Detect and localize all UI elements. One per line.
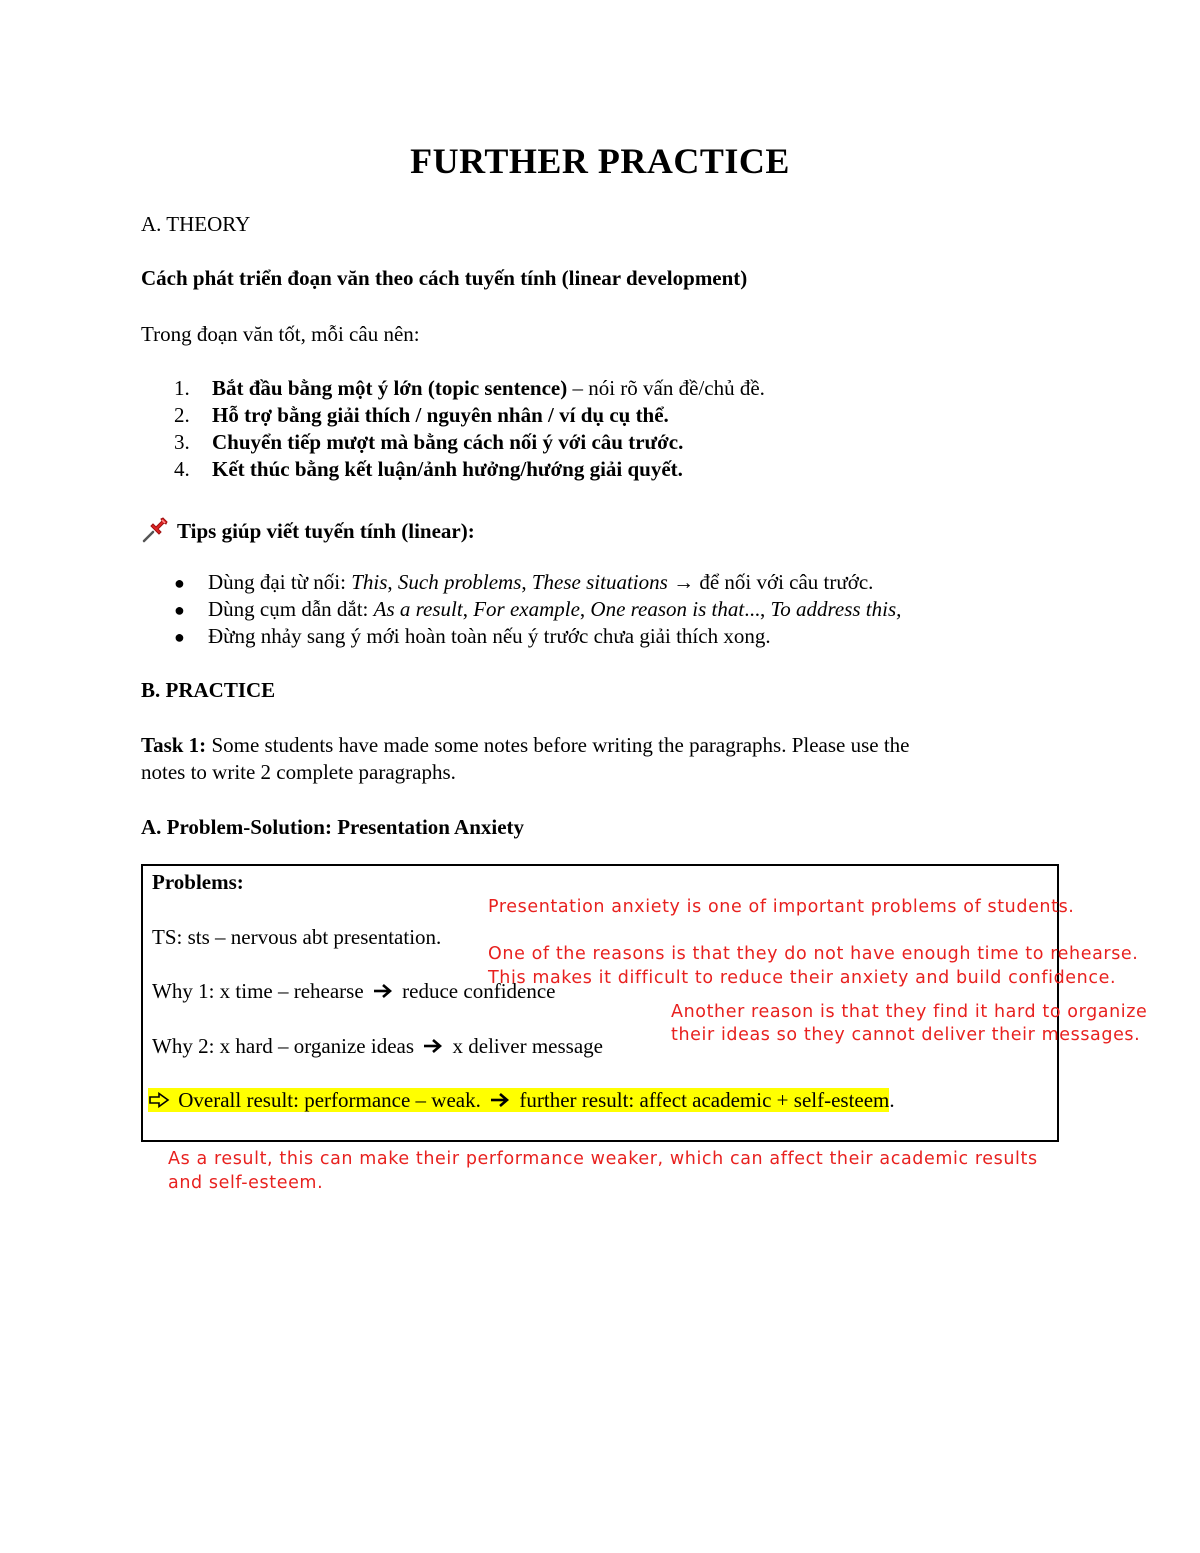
tip-sep: , (579, 597, 591, 621)
answer-result-line2: and self-esteem. (168, 1173, 324, 1193)
tip-italic: To address this, (770, 597, 902, 621)
task-instruction-line2: notes to write 2 complete paragraphs. (141, 760, 456, 784)
practice-heading: B. PRACTICE (141, 678, 276, 702)
bullet-icon: ● (174, 600, 185, 620)
tip-3 (174, 624, 771, 649)
box-why-2 (152, 1034, 603, 1059)
right-arrow-icon (422, 1035, 444, 1051)
step-bold: Chuyển tiếp mượt mà bằng cách nối ý với câu trước. (212, 430, 684, 454)
answer-result-line1: As a result, this can make their performance weaker, which can affect their academic results (168, 1149, 1038, 1169)
task-label: Task 1: (141, 733, 207, 757)
further-result-text: further result: affect academic + self-esteem (514, 1088, 890, 1112)
step-1 (174, 376, 765, 401)
tips-heading (141, 514, 475, 544)
tip-sep: , (387, 570, 398, 594)
tip-italic: One reason is that (590, 597, 745, 621)
why2-result: x deliver message (447, 1034, 603, 1058)
section-heading: A. Problem-Solution: Presentation Anxiety (141, 815, 525, 839)
task-instruction-line1 (141, 733, 910, 758)
task-text: Some students have made some notes before writing the paragraphs. Please use the (206, 733, 910, 757)
tip-italic: As a result (373, 597, 463, 621)
right-arrow-icon (489, 1089, 511, 1105)
box-label: Problems: (152, 870, 244, 894)
tip-text: Dùng đại từ nối: (208, 570, 352, 594)
bullet-icon: ● (174, 573, 185, 593)
step-3 (174, 430, 683, 455)
theory-heading: A. THEORY (141, 212, 251, 236)
page-title: FURTHER PRACTICE (410, 141, 790, 181)
theory-subheading: Cách phát triển đoạn văn theo cách tuyến tính (linear development) (141, 266, 748, 290)
answer-reason-2-line2: their ideas so they cannot deliver their messages. (671, 1025, 1141, 1045)
tip-text: ..., (744, 597, 771, 621)
tip-italic: Such problems (397, 570, 522, 594)
result-text: Overall result: performance – weak. (173, 1088, 487, 1112)
tip-text: Dùng cụm dẫn dắt: (208, 597, 374, 621)
step-bold: Bắt đầu bằng một ý lớn (topic sentence) (212, 376, 568, 400)
hollow-arrow-icon (148, 1089, 170, 1105)
why1-result: reduce confidence (396, 979, 556, 1003)
result-period: . (889, 1088, 895, 1112)
tip-2 (174, 597, 901, 622)
tip-italic: This (351, 570, 388, 594)
step-number: 4. (174, 457, 190, 481)
answer-reason-1-line1: One of the reasons is that they do not have enough time to rehearse. (488, 944, 1139, 964)
theory-intro: Trong đoạn văn tốt, mỗi câu nên: (141, 322, 420, 346)
step-rest: – nói rõ vấn đề/chủ đề. (567, 376, 765, 400)
box-overall-result (148, 1088, 895, 1113)
tip-1 (174, 570, 873, 595)
box-topic-sentence: TS: sts – nervous abt presentation. (152, 925, 442, 949)
bullet-icon: ● (174, 627, 185, 647)
tip-text: Đừng nhảy sang ý mới hoàn toàn nếu ý trước chưa giải thích xong. (208, 624, 771, 648)
tips-heading-text: Tips giúp viết tuyến tính (linear): (177, 519, 475, 543)
step-number: 3. (174, 430, 190, 454)
step-4 (174, 457, 683, 482)
step-bold: Kết thúc bằng kết luận/ảnh hưởng/hướng giải quyết. (212, 457, 683, 481)
highlighted-result (148, 1088, 889, 1112)
tip-italic: These situations (531, 570, 668, 594)
why2-text: Why 2: x hard – organize ideas (152, 1034, 420, 1058)
right-arrow-icon (372, 980, 394, 996)
step-number: 2. (174, 403, 190, 427)
answer-topic-sentence: Presentation anxiety is one of important problems of students. (488, 897, 1075, 917)
step-2 (174, 403, 669, 428)
tip-sep: , (521, 570, 532, 594)
tip-italic: For example (473, 597, 580, 621)
step-number: 1. (174, 376, 190, 400)
tip-text: → để nối với câu trước. (667, 570, 874, 594)
answer-reason-2-line1: Another reason is that they find it hard to organize (671, 1002, 1148, 1022)
why1-text: Why 1: x time – rehearse (152, 979, 369, 1003)
pushpin-icon (141, 514, 171, 544)
answer-reason-1-line2: This makes it difficult to reduce their anxiety and build confidence. (488, 968, 1117, 988)
tip-sep: , (462, 597, 474, 621)
step-bold: Hỗ trợ bằng giải thích / nguyên nhân / ví dụ cụ thể. (212, 403, 669, 427)
